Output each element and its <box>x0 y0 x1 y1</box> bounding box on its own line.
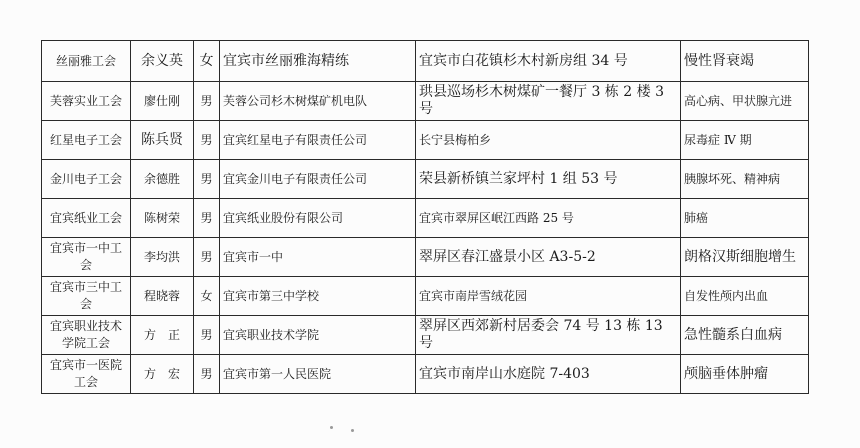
name-cell: 余义英 <box>131 41 194 82</box>
address-cell: 长宁县梅柏乡 <box>416 121 681 160</box>
illness-cell: 自发性颅内出血 <box>681 277 809 316</box>
address-cell: 珙县巡场杉木树煤矿一餐厅 3 栋 2 楼 3 号 <box>416 82 681 121</box>
address-cell: 宜宾市南岸山水庭院 7-403 <box>416 355 681 394</box>
address-cell: 荣县新桥镇兰家坪村 1 组 53 号 <box>416 160 681 199</box>
name-cell: 程晓蓉 <box>131 277 194 316</box>
name-cell: 陈兵贤 <box>131 121 194 160</box>
table-row <box>42 41 809 82</box>
sex-cell: 女 <box>194 277 220 316</box>
illness-cell: 颅脑垂体肿瘤 <box>681 355 809 394</box>
name-cell: 余德胜 <box>131 160 194 199</box>
name-cell: 方 宏 <box>131 355 194 394</box>
union-cell: 丝丽雅工会 <box>42 41 131 82</box>
union-cell: 宜宾纸业工会 <box>42 199 131 238</box>
unit-cell: 宜宾市第三中学校 <box>220 277 416 316</box>
union-cell: 宜宾市一中工会 <box>42 238 131 277</box>
union-cell: 宜宾市三中工会 <box>42 277 131 316</box>
address-cell: 翠屏区春江盛景小区 A3-5-2 <box>416 238 681 277</box>
scan-speck <box>351 429 354 432</box>
unit-cell: 宜宾纸业股份有限公司 <box>220 199 416 238</box>
table-row <box>42 238 809 277</box>
name-cell: 陈树荣 <box>131 199 194 238</box>
union-cell: 芙蓉实业工会 <box>42 82 131 121</box>
sex-cell: 男 <box>194 160 220 199</box>
sex-cell: 女 <box>194 41 220 82</box>
name-cell: 李均洪 <box>131 238 194 277</box>
name-cell: 方 正 <box>131 316 194 355</box>
sex-cell: 男 <box>194 316 220 355</box>
illness-cell: 慢性肾衰竭 <box>681 41 809 82</box>
union-cell: 宜宾市一医院工会 <box>42 355 131 394</box>
table-row <box>42 121 809 160</box>
illness-cell: 肺癌 <box>681 199 809 238</box>
unit-cell: 宜宾职业技术学院 <box>220 316 416 355</box>
unit-cell: 宜宾金川电子有限责任公司 <box>220 160 416 199</box>
table-row <box>42 316 809 355</box>
address-cell: 翠屏区西郊新村居委会 74 号 13 栋 13 号 <box>416 316 681 355</box>
table-row <box>42 160 809 199</box>
table-row <box>42 199 809 238</box>
unit-cell: 宜宾市一中 <box>220 238 416 277</box>
table-row <box>42 277 809 316</box>
address-cell: 宜宾市白花镇杉木村新房组 34 号 <box>416 41 681 82</box>
union-cell: 红星电子工会 <box>42 121 131 160</box>
sex-cell: 男 <box>194 121 220 160</box>
hardship-roster-table <box>41 40 809 394</box>
illness-cell: 尿毒症 Ⅳ 期 <box>681 121 809 160</box>
unit-cell: 芙蓉公司杉木树煤矿机电队 <box>220 82 416 121</box>
unit-cell: 宜宾市第一人民医院 <box>220 355 416 394</box>
address-cell: 宜宾市翠屏区岷江西路 25 号 <box>416 199 681 238</box>
scan-speck <box>330 426 333 429</box>
sex-cell: 男 <box>194 238 220 277</box>
sex-cell: 男 <box>194 199 220 238</box>
table-row <box>42 82 809 121</box>
union-cell: 金川电子工会 <box>42 160 131 199</box>
sex-cell: 男 <box>194 355 220 394</box>
table-row <box>42 355 809 394</box>
unit-cell: 宜宾市丝丽雅海精练 <box>220 41 416 82</box>
illness-cell: 胰腺坏死、精神病 <box>681 160 809 199</box>
unit-cell: 宜宾红星电子有限责任公司 <box>220 121 416 160</box>
address-cell: 宜宾市南岸雪绒花园 <box>416 277 681 316</box>
name-cell: 廖仕刚 <box>131 82 194 121</box>
union-cell: 宜宾职业技术学院工会 <box>42 316 131 355</box>
sex-cell: 男 <box>194 82 220 121</box>
illness-cell: 朗格汉斯细胞增生 <box>681 238 809 277</box>
illness-cell: 急性髓系白血病 <box>681 316 809 355</box>
illness-cell: 高心病、甲状腺亢进 <box>681 82 809 121</box>
